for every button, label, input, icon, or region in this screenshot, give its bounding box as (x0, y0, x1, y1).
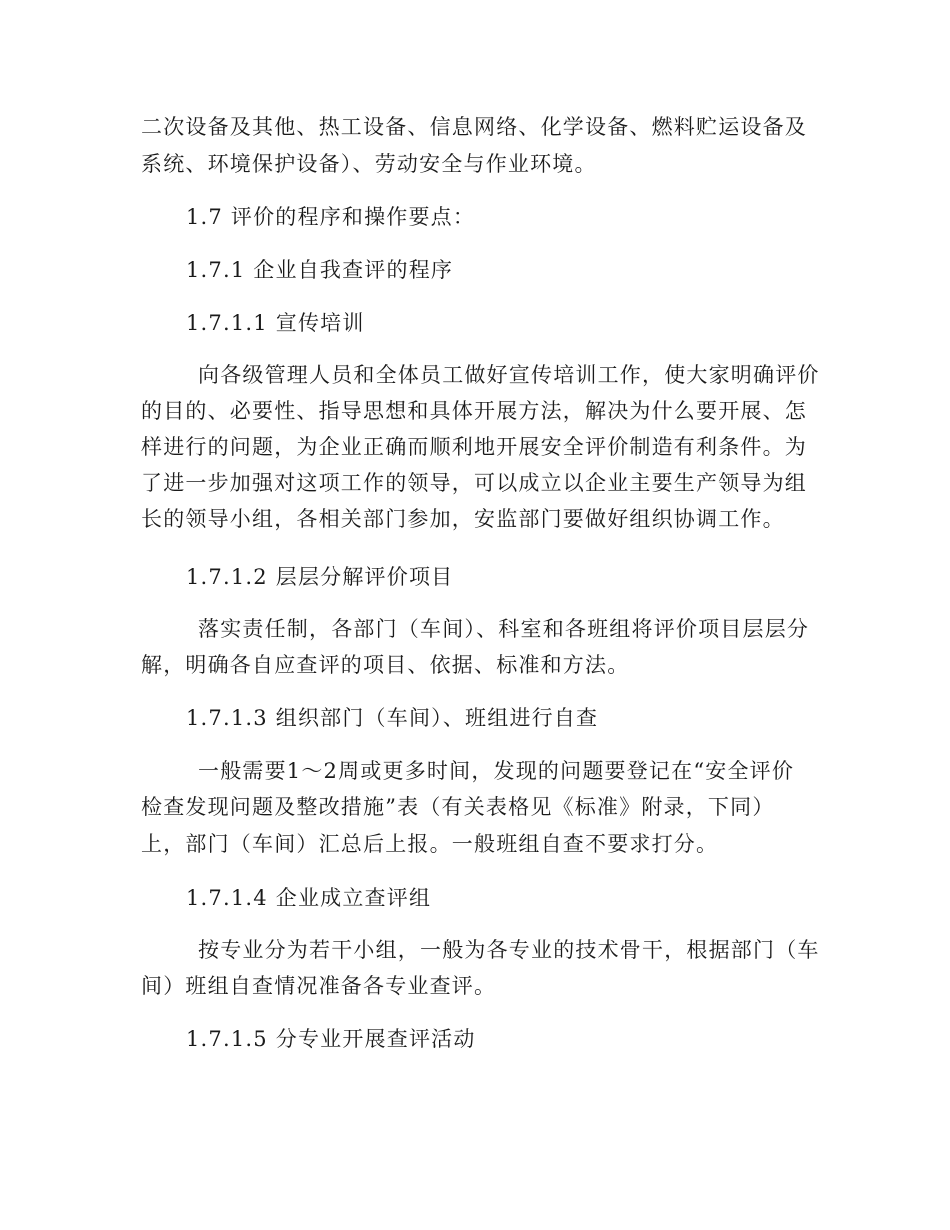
section-heading-1-7: 1.7 评价的程序和操作要点： (186, 205, 476, 229)
paragraph-line: 落实责任制，各部门（车间）、科室和各班组将评价项目层层分 (198, 617, 810, 641)
section-heading-1-7-1-3: 1.7.1.3 组织部门（车间）、班组进行自查 (186, 706, 599, 730)
paragraph-line: 间）班组自查情况准备各专业查评。 (141, 974, 497, 998)
paragraph-line: 了进一步加强对这项工作的领导，可以成立以企业主要生产领导为组 (141, 471, 807, 495)
paragraph-line: 按专业分为若干小组，一般为各专业的技术骨干，根据部门（车 (198, 938, 820, 962)
section-heading-1-7-1-1: 1.7.1.1 宣传培训 (186, 311, 365, 335)
paragraph-line: 样进行的问题，为企业正确而顺利地开展安全评价制造有利条件。为 (141, 435, 807, 459)
section-heading-1-7-1-4: 1.7.1.4 企业成立查评组 (186, 886, 432, 910)
paragraph-line: 解，明确各自应查评的项目、依据、标准和方法。 (141, 653, 630, 677)
section-heading-1-7-1-2: 1.7.1.2 层层分解评价项目 (186, 565, 454, 589)
paragraph-line: 长的领导小组，各相关部门参加，安监部门要做好组织协调工作。 (141, 507, 785, 531)
paragraph-line: 一般需要1～2周或更多时间，发现的问题要登记在“安全评价 (198, 759, 795, 783)
paragraph-line: 检查发现问题及整改措施”表（有关表格见《标准》附录，下同） (141, 795, 775, 819)
paragraph-line: 上，部门（车间）汇总后上报。一般班组自查不要求打分。 (141, 832, 719, 856)
paragraph-line: 的目的、必要性、指导思想和具体开展方法，解决为什么要开展、怎 (141, 399, 807, 423)
section-heading-1-7-1: 1.7.1 企业自我查评的程序 (186, 258, 454, 282)
paragraph-line: 系统、环境保护设备）、劳动安全与作业环境。 (141, 152, 597, 176)
section-heading-1-7-1-5: 1.7.1.5 分专业开展查评活动 (186, 1027, 476, 1051)
paragraph-line: 二次设备及其他、热工设备、信息网络、化学设备、燃料贮运设备及 (141, 115, 807, 139)
paragraph-line: 向各级管理人员和全体员工做好宣传培训工作，使大家明确评价 (198, 363, 820, 387)
